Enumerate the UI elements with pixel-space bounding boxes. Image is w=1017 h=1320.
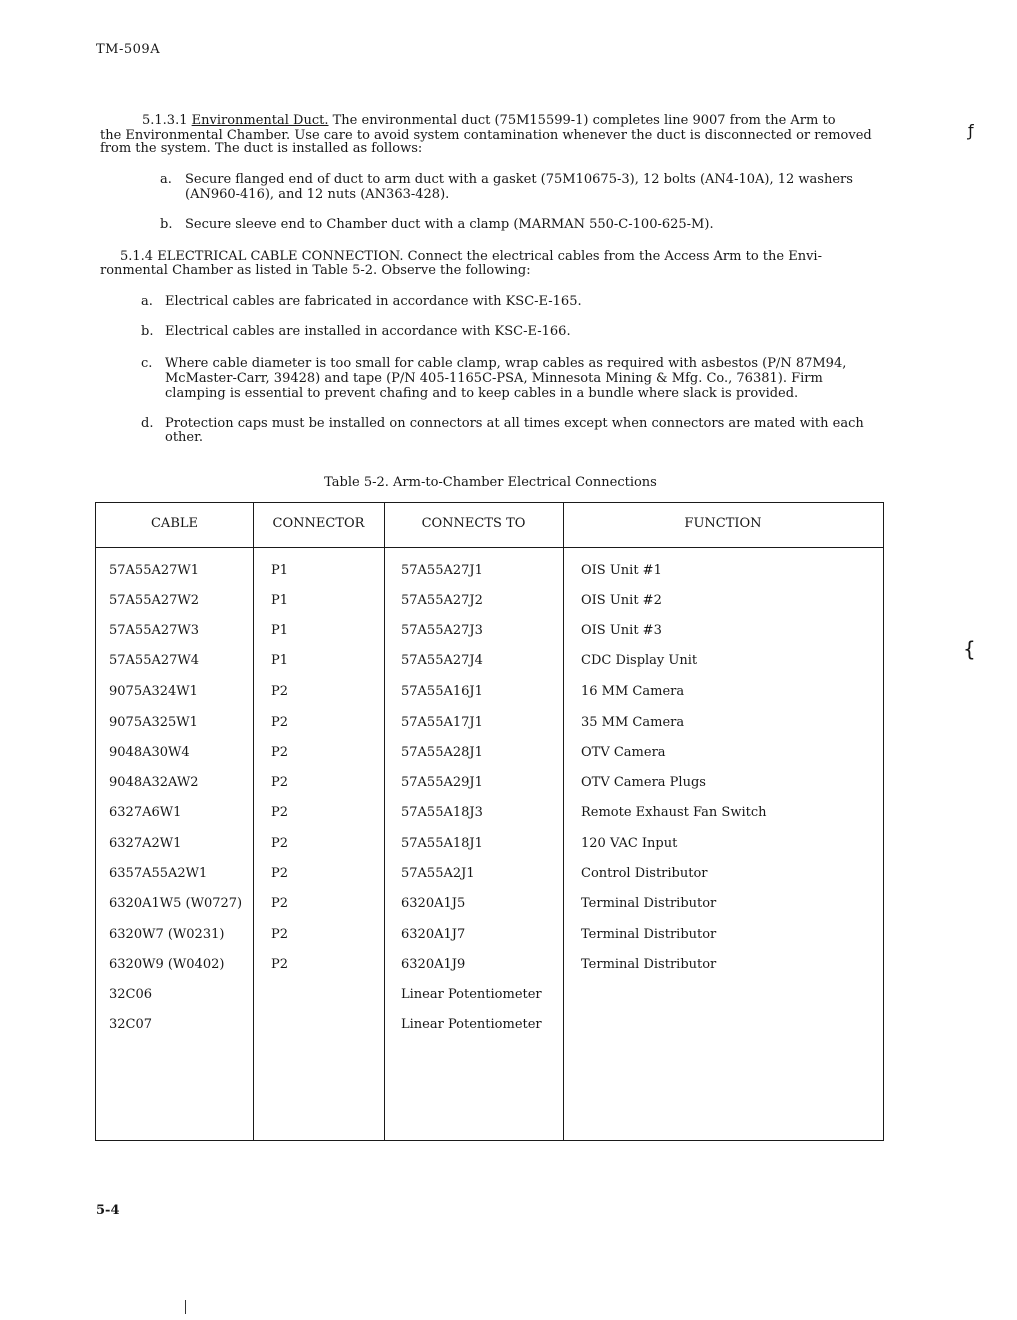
cell-function: Control Distributor xyxy=(581,866,708,881)
cell-cable: 9075A325W1 xyxy=(109,715,198,730)
page-number: 5-4 xyxy=(96,1203,120,1218)
cell-connector: P2 xyxy=(271,896,289,911)
cell-connector: P1 xyxy=(271,623,289,638)
cell-function: CDC Display Unit xyxy=(581,653,698,668)
section-text: The environmental duct (75M15599-1) completes line 9007 from the Arm to xyxy=(332,113,836,128)
cell-connects-to: 57A55A27J1 xyxy=(401,563,483,578)
cell-connects-to: 57A55A2J1 xyxy=(401,866,475,881)
list-item-text: Secure flanged end of duct to arm duct with a gasket (75M10675-3), 12 bolts (AN4-10A), 12 washers xyxy=(185,172,853,187)
margin-mark: { xyxy=(963,637,976,661)
cell-cable: 32C06 xyxy=(109,987,153,1002)
cell-connector: P2 xyxy=(271,927,289,942)
cell-connects-to: 6320A1J7 xyxy=(401,927,466,942)
cell-function: 35 MM Camera xyxy=(581,715,685,730)
connections-table xyxy=(95,502,884,1141)
section-5-1-3-1-line3: from the system. The duct is installed as follows: xyxy=(100,141,423,156)
cell-connects-to: Linear Potentiometer xyxy=(401,987,542,1002)
list-item-text: Electrical cables are installed in accordance with KSC-E-166. xyxy=(165,324,571,339)
column-header-connects-to: CONNECTS TO xyxy=(421,516,526,531)
list-item-text: McMaster-Carr, 39428) and tape (P/N 405-1165C-PSA, Minnesota Mining & Mfg. Co., 76381). Firm xyxy=(165,371,823,386)
cell-function: 16 MM Camera xyxy=(581,684,685,699)
list-item-text: Electrical cables are fabricated in accordance with KSC-E-165. xyxy=(165,294,582,309)
cell-connects-to: 6320A1J5 xyxy=(401,896,466,911)
cell-connects-to: 57A55A27J3 xyxy=(401,623,483,638)
column-divider xyxy=(253,503,254,1140)
column-header-connector: CONNECTOR xyxy=(272,516,365,531)
cell-connects-to: 57A55A18J1 xyxy=(401,836,483,851)
document-id: TM-509A xyxy=(96,42,161,57)
header-rule xyxy=(96,547,883,548)
cell-cable: 6320W7 (W0231) xyxy=(109,927,225,942)
cell-cable: 9048A32AW2 xyxy=(109,775,199,790)
section-5-1-3-1-line2: the Environmental Chamber. Use care to avoid system contamination whenever the duct is disconnected or removed xyxy=(100,128,872,143)
scan-mark xyxy=(185,1300,186,1314)
cell-cable: 9048A30W4 xyxy=(109,745,190,760)
cell-function: OIS Unit #1 xyxy=(581,563,662,578)
section-number: 5.1.3.1 xyxy=(142,113,188,128)
cell-connector: P2 xyxy=(271,836,289,851)
section-5-1-4-line1: 5.1.4 ELECTRICAL CABLE CONNECTION. Connect the electrical cables from the Access Arm to the Envi- xyxy=(120,249,822,264)
cell-function: 120 VAC Input xyxy=(581,836,678,851)
list-item-text: (AN960-416), and 12 nuts (AN363-428). xyxy=(185,187,450,202)
cell-connects-to: Linear Potentiometer xyxy=(401,1017,542,1032)
cell-connector: P2 xyxy=(271,745,289,760)
cell-connects-to: 57A55A27J4 xyxy=(401,653,483,668)
cell-function: OTV Camera xyxy=(581,745,666,760)
list-item-text: other. xyxy=(165,430,204,445)
list-marker: b. xyxy=(160,217,173,232)
cell-connector: P2 xyxy=(271,805,289,820)
list-marker: a. xyxy=(141,294,153,309)
cell-connects-to: 57A55A28J1 xyxy=(401,745,483,760)
cell-connector: P2 xyxy=(271,684,289,699)
cell-function: Remote Exhaust Fan Switch xyxy=(581,805,767,820)
section-5-1-3-1-line1 xyxy=(142,113,836,128)
column-divider xyxy=(563,503,564,1140)
list-item-text: Secure sleeve end to Chamber duct with a clamp (MARMAN 550-C-100-625-M). xyxy=(185,217,714,232)
cell-function: OIS Unit #3 xyxy=(581,623,662,638)
cell-function: OTV Camera Plugs xyxy=(581,775,706,790)
cell-cable: 57A55A27W2 xyxy=(109,593,200,608)
section-5-1-4-line2: ronmental Chamber as listed in Table 5-2. Observe the following: xyxy=(100,263,531,278)
cell-connects-to: 6320A1J9 xyxy=(401,957,466,972)
margin-mark: ƒ xyxy=(968,121,974,140)
list-marker: b. xyxy=(141,324,154,339)
list-marker: a. xyxy=(160,172,172,187)
cell-cable: 6320W9 (W0402) xyxy=(109,957,225,972)
list-item-text: clamping is essential to prevent chafing and to keep cables in a bundle where slack is provided. xyxy=(165,386,799,401)
cell-connector: P2 xyxy=(271,957,289,972)
cell-connects-to: 57A55A16J1 xyxy=(401,684,483,699)
cell-connects-to: 57A55A27J2 xyxy=(401,593,483,608)
column-divider xyxy=(384,503,385,1140)
cell-connects-to: 57A55A18J3 xyxy=(401,805,483,820)
list-item-text: Protection caps must be installed on connectors at all times except when connectors are mated with each xyxy=(165,416,864,431)
cell-cable: 6357A55A2W1 xyxy=(109,866,208,881)
cell-function: Terminal Distributor xyxy=(581,957,717,972)
cell-function: OIS Unit #2 xyxy=(581,593,662,608)
cell-connector: P1 xyxy=(271,563,289,578)
cell-connects-to: 57A55A17J1 xyxy=(401,715,483,730)
column-header-cable: CABLE xyxy=(150,516,198,531)
list-marker: d. xyxy=(141,416,154,431)
cell-connector: P2 xyxy=(271,866,289,881)
cell-function: Terminal Distributor xyxy=(581,896,717,911)
list-item-text: Where cable diameter is too small for cable clamp, wrap cables as required with asbestos (P/N 87M94, xyxy=(165,356,847,371)
cell-connector: P2 xyxy=(271,775,289,790)
cell-connector: P1 xyxy=(271,653,289,668)
cell-cable: 57A55A27W1 xyxy=(109,563,200,578)
table-caption-text: Table 5-2. Arm-to-Chamber Electrical Connections xyxy=(324,475,657,490)
cell-cable: 6327A6W1 xyxy=(109,805,182,820)
cell-function: Terminal Distributor xyxy=(581,927,717,942)
cell-connector: P1 xyxy=(271,593,289,608)
section-title: Environmental Duct. xyxy=(191,113,329,128)
table-caption xyxy=(0,475,1017,490)
cell-cable: 6320A1W5 (W0727) xyxy=(109,896,243,911)
cell-cable: 57A55A27W3 xyxy=(109,623,200,638)
cell-cable: 32C07 xyxy=(109,1017,153,1032)
cell-cable: 6327A2W1 xyxy=(109,836,182,851)
cell-connector: P2 xyxy=(271,715,289,730)
column-header-function: FUNCTION xyxy=(684,516,762,531)
cell-cable: 57A55A27W4 xyxy=(109,653,200,668)
cell-cable: 9075A324W1 xyxy=(109,684,198,699)
cell-connects-to: 57A55A29J1 xyxy=(401,775,483,790)
list-marker: c. xyxy=(141,356,153,371)
